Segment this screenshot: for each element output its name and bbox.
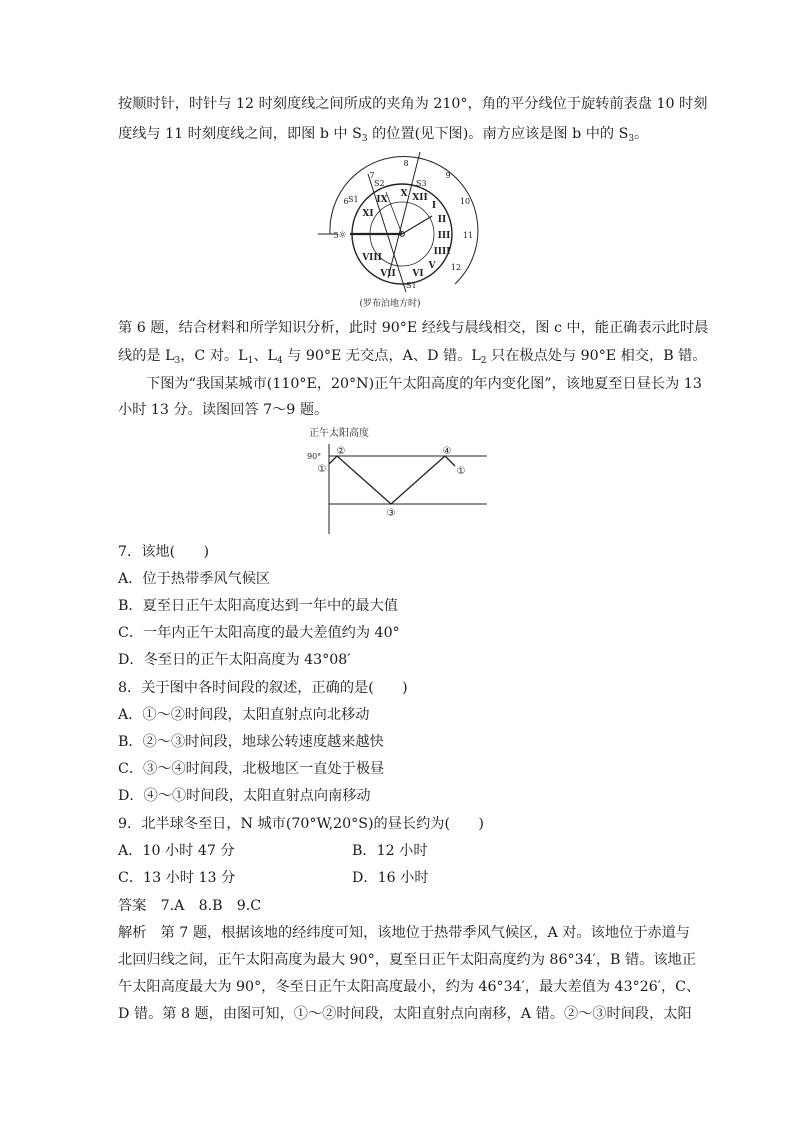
altitude-curve <box>329 456 455 504</box>
material-line-2: 小时 13 分。读图回答 7～9 题。 <box>118 402 329 418</box>
q9-option-b: B．12 小时 <box>352 843 428 859</box>
intro-line-1: 按顺时针，时针与 12 时刻度线之间所成的夹角为 210°，角的平分线位于旋转前表盘 10 时刻 <box>118 96 708 112</box>
q8-option-b: B．②～③时间段，地球公转速度越来越快 <box>118 734 384 750</box>
q8-option-a: A．①～②时间段，太阳直射点向北移动 <box>118 707 370 723</box>
marker-3: ③ <box>386 508 396 519</box>
answer-text: 7.A 8.B 9.C <box>160 898 262 914</box>
s3-label: S3 <box>416 179 427 188</box>
q9-option-d: D．16 小时 <box>352 870 429 886</box>
clock-figure <box>310 152 490 310</box>
analysis-line-2: 北回归线之间，正午太阳高度为最大 90°，夏至日正午太阳高度约为 86°34′，B 错。该地正 <box>118 952 696 968</box>
answer-line <box>118 896 261 916</box>
minute-hand <box>402 216 432 234</box>
s3-line <box>388 152 420 278</box>
intro-line-2: 度线与 11 时刻度线之间，即图 b 中 $S_3$ 的位置(见下图)。南方应该是图 b 中的 $S_3$。 <box>118 126 649 144</box>
roman-iii: III <box>437 231 451 241</box>
chart-title: 正午太阳高度 <box>309 428 369 439</box>
marker-1-left: ① <box>317 464 327 475</box>
outer-num-9: 9 <box>445 171 451 180</box>
outer-num-6: 6 <box>343 197 349 206</box>
outer-num-11: 11 <box>462 231 474 240</box>
solar-altitude-chart <box>305 424 495 536</box>
q7-option-d: D．冬至日的正午太阳高度为 43°08′ <box>118 652 351 668</box>
analysis-line-3: 午太阳高度最大为 90°，冬至日正午太阳高度最小，约为 46°34′，最大差值为 43°26′，C、 <box>118 979 701 995</box>
roman-xii: XII <box>412 193 428 203</box>
q9-stem: 9．北半球冬至日，N 城市(70°W,20°S)的昼长约为( ) <box>118 816 484 832</box>
outer-num-5: 5 <box>333 231 339 240</box>
answer-label: 答案 <box>118 898 147 914</box>
q6-line-2: 线的是 $L_3$，C 对。$L_1$、$L_4$ 与 90°E 无交点，A、D 错。$L_2$ 只在极点处与 90°E 相交，B 错。 <box>118 348 707 366</box>
q8-option-c: C．③～④时间段，北极地区一直处于极昼 <box>118 761 385 777</box>
roman-vii: VII <box>380 269 396 279</box>
roman-vi: VI <box>412 269 424 279</box>
outer-num-7: 7 <box>369 171 375 180</box>
roman-viii: VIII <box>362 253 382 263</box>
q7-option-b: B．夏至日正午太阳高度达到一年中的最大值 <box>118 598 398 614</box>
clock-caption: (罗布泊地方时) <box>359 299 421 309</box>
q7-option-c: C．一年内正午太阳高度的最大差值约为 40° <box>118 625 400 641</box>
outer-num-12: 12 <box>450 263 462 272</box>
analysis-line-4: D 错。第 8 题，由图可知，①～②时间段，太阳直射点向南移，A 错。②～③时间段，太阳 <box>118 1006 692 1022</box>
q8-stem: 8．关于图中各时间段的叙述，正确的是( ) <box>118 680 408 696</box>
sun-icon: ☼ <box>338 230 347 241</box>
s1-label-bottom: S1 <box>406 281 417 290</box>
outer-num-8: 8 <box>403 159 409 168</box>
roman-ii: II <box>437 215 447 225</box>
q6-line-1: 第 6 题，结合材料和所学知识分析，此时 90°E 经线与晨线相交，图 c 中，能正确表示此时晨 <box>118 320 709 336</box>
q7-option-a: A．位于热带季风气候区 <box>118 571 271 587</box>
q9-option-c: C．13 小时 13 分 <box>118 870 236 886</box>
roman-x: X <box>400 189 408 199</box>
s1-label-top: S1 <box>348 195 359 204</box>
roman-i: I <box>431 201 437 211</box>
q9-option-a: A．10 小时 47 分 <box>118 843 235 859</box>
outer-num-10: 10 <box>459 197 471 206</box>
chart-y-label: 90° <box>307 452 322 461</box>
q8-option-d: D．④～①时间段，太阳直射点向南移动 <box>118 788 371 804</box>
roman-iiii: IIII <box>433 247 451 257</box>
q7-stem: 7．该地( ) <box>118 544 210 560</box>
analysis-line-1: 解析 第 7 题，根据该地的经纬度可知，该地位于热带季风气候区，A 对。该地位于赤道与 <box>118 925 690 941</box>
analysis-label: 解析 <box>118 925 147 941</box>
roman-xi: XI <box>362 209 374 219</box>
roman-v: V <box>428 261 436 271</box>
marker-4: ④ <box>442 446 452 457</box>
marker-1-right: ① <box>456 466 466 477</box>
marker-2: ② <box>336 446 346 457</box>
material-line-1: 下图为“我国某城市(110°E，20°N)正午太阳高度的年内变化图”，该地夏至日昼长为 13 <box>146 376 702 392</box>
s2-label: S2 <box>374 179 385 188</box>
roman-ix: IX <box>376 195 388 205</box>
